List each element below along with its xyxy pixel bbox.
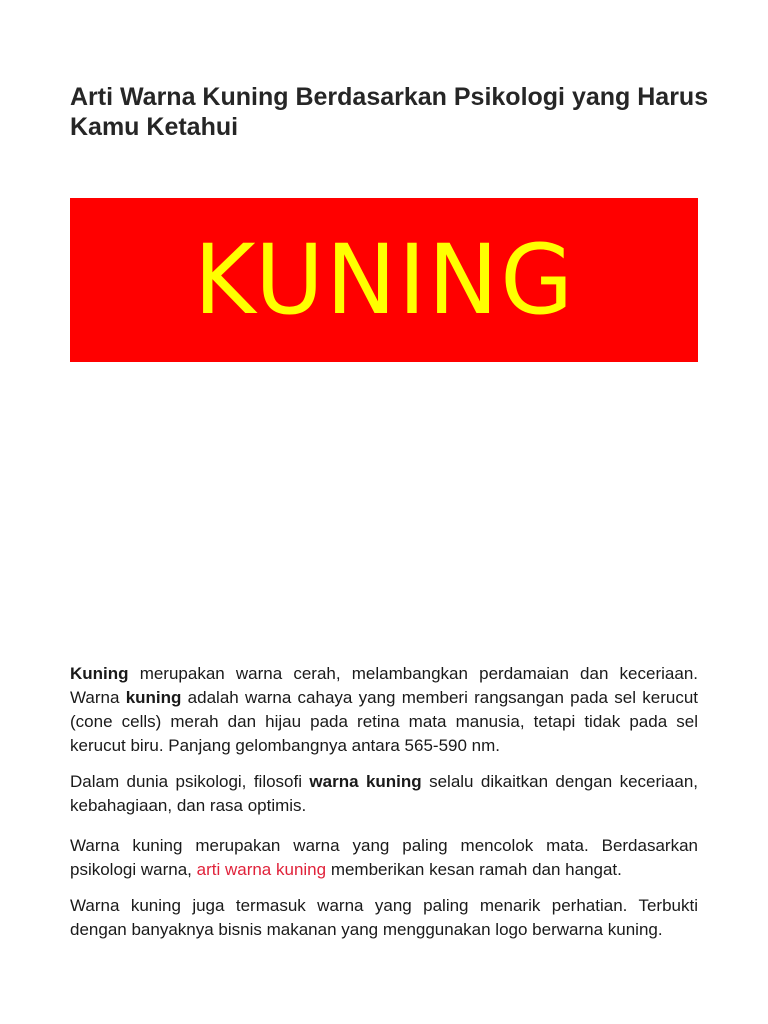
banner-text: KUNING	[193, 224, 575, 336]
bold-term-warna-kuning: warna kuning	[309, 772, 422, 791]
paragraph-3-text-a: Warna kuning merupakan warna yang paling mencolok mata. Berdasarkan psikologi warna,	[70, 836, 698, 879]
paragraph-2-text-a: Dalam dunia psikologi, filosofi	[70, 772, 310, 791]
paragraph-4-text: Warna kuning juga termasuk warna yang paling menarik perhatian. Terbukti dengan banyaknya bisnis makanan yang menggunakan logo berwarna kuning.	[70, 896, 698, 939]
paragraph-3	[70, 834, 698, 882]
page-title: Arti Warna Kuning Berdasarkan Psikologi yang Harus Kamu Ketahui	[70, 83, 709, 141]
kuning-banner	[70, 198, 698, 362]
bold-term-kuning-2: kuning	[125, 688, 182, 707]
paragraph-3-text-b: memberikan kesan ramah dan hangat.	[326, 860, 622, 879]
paragraph-1-text-a: merupakan warna cerah, melambangkan perdamaian dan keceriaan. Warna	[70, 664, 698, 707]
paragraph-1	[70, 662, 698, 758]
paragraph-2-text-b: selalu dikaitkan dengan keceriaan, kebahagiaan, dan rasa optimis.	[70, 772, 698, 815]
paragraph-1-text-b: adalah warna cahaya yang memberi rangsangan pada sel kerucut (cone cells) merah dan hijau pada retina mata manusia, tetapi tidak pada sel kerucut biru. Panjang gelombangnya antara 565-590 nm.	[70, 688, 698, 755]
bold-term-kuning: Kuning	[70, 664, 129, 683]
arti-warna-kuning-link[interactable]: arti warna kuning	[196, 860, 327, 879]
article-body	[70, 662, 698, 954]
paragraph-4	[70, 894, 698, 942]
paragraph-2	[70, 770, 698, 818]
